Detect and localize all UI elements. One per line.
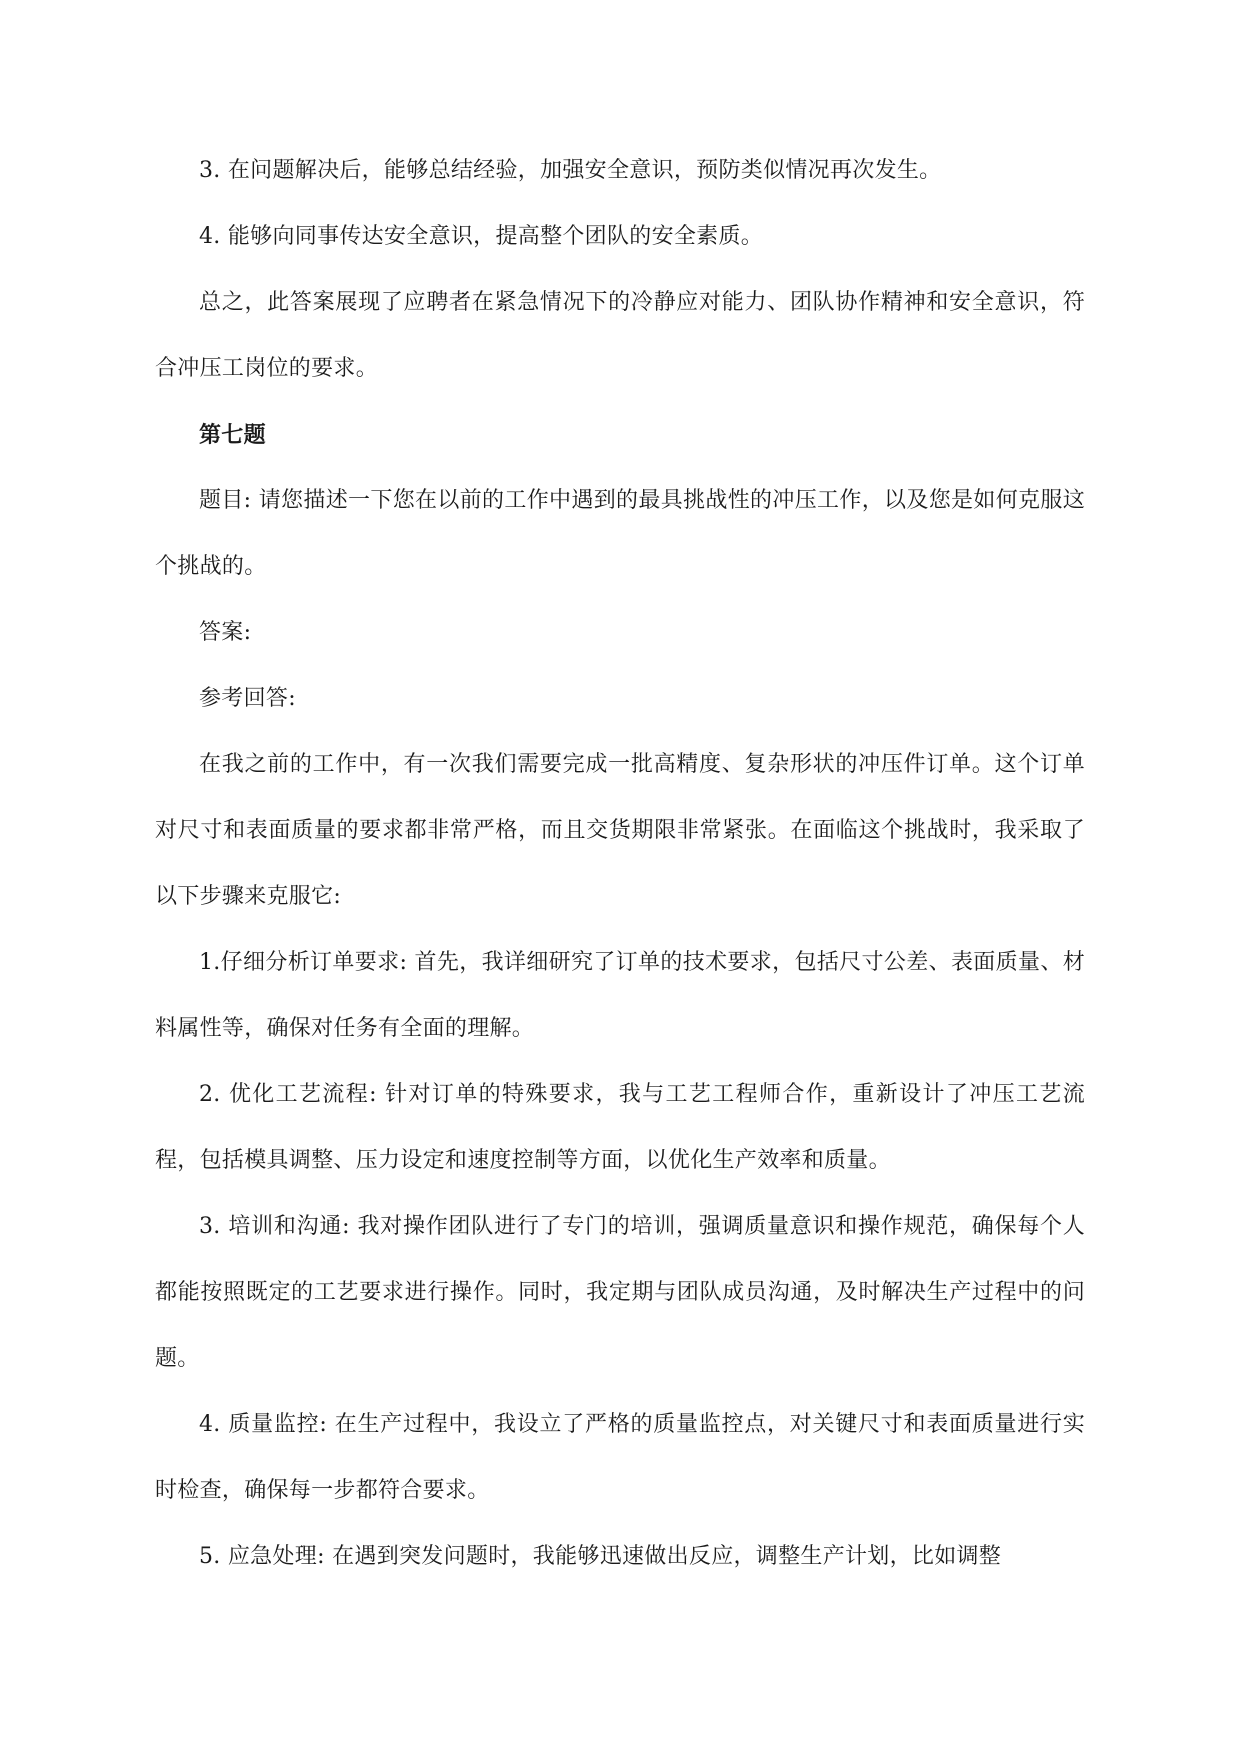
paragraph-point-4: 4. 能够向同事传达安全意识，提高整个团队的安全素质。 — [199, 224, 764, 249]
step-4: 4. 质量监控: 在生产过程中，我设立了严格的质量监控点，对关键尺寸和表面质量进行实时检查，确保每一步都符合要求。 — [155, 1412, 1085, 1503]
paragraph-point-3: 3. 在问题解决后，能够总结经验，加强安全意识，预防类似情况再次发生。 — [199, 158, 942, 183]
section-heading: 第七题 — [199, 422, 266, 448]
step-5: 5. 应急处理: 在遇到突发问题时，我能够迅速做出反应，调整生产计划，比如调整 — [199, 1544, 1002, 1569]
answer-intro: 在我之前的工作中，有一次我们需要完成一批高精度、复杂形状的冲压件订单。这个订单对尺寸和表面质量的要求都非常严格，而且交货期限非常紧张。在面临这个挑战时，我采取了以下步骤来克服它: — [155, 752, 1085, 909]
document-body — [155, 138, 1085, 1590]
step-3: 3. 培训和沟通: 我对操作团队进行了专门的培训，强调质量意识和操作规范，确保每个人都能按照既定的工艺要求进行操作。同时，我定期与团队成员沟通，及时解决生产过程中的问题。 — [155, 1214, 1085, 1371]
answer-label: 答案: — [199, 620, 252, 645]
question-text: 题目: 请您描述一下您在以前的工作中遇到的最具挑战性的冲压工作，以及您是如何克服这个挑战的。 — [155, 488, 1085, 579]
step-1: 1.仔细分析订单要求: 首先，我详细研究了订单的技术要求，包括尺寸公差、表面质量、材料属性等，确保对任务有全面的理解。 — [155, 950, 1085, 1041]
paragraph-summary: 总之，此答案展现了应聘者在紧急情况下的冷静应对能力、团队协作精神和安全意识，符合冲压工岗位的要求。 — [155, 290, 1085, 381]
step-2: 2. 优化工艺流程: 针对订单的特殊要求，我与工艺工程师合作，重新设计了冲压工艺流程，包括模具调整、压力设定和速度控制等方面，以优化生产效率和质量。 — [155, 1082, 1085, 1173]
reference-answer-label: 参考回答: — [199, 686, 296, 711]
